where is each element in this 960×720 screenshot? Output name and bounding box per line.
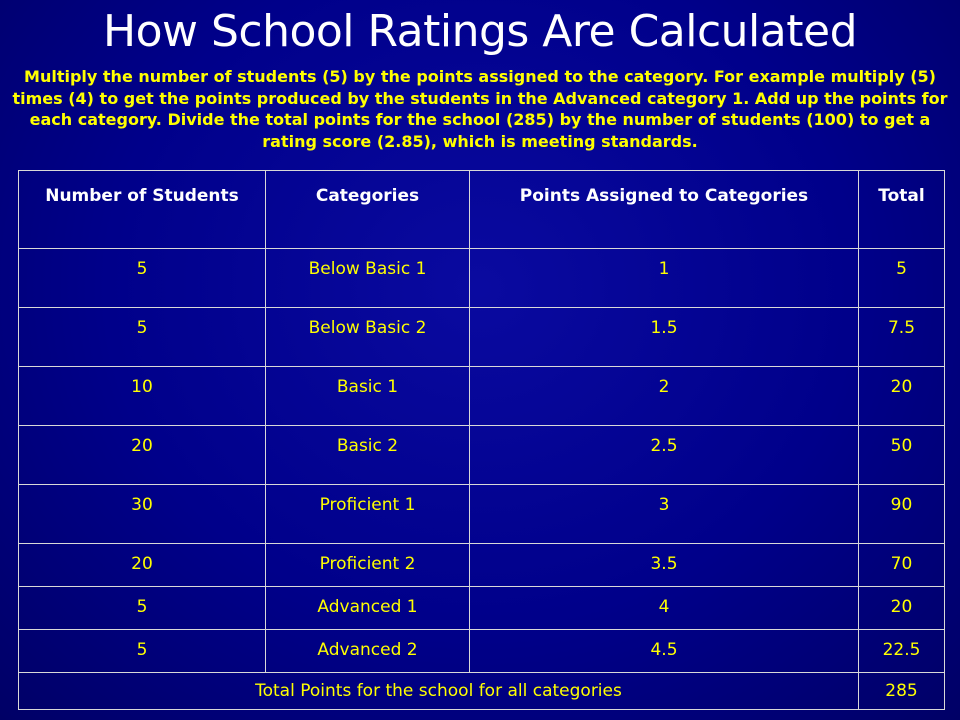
cell-total: 90 — [859, 485, 945, 544]
cell-total: 20 — [859, 367, 945, 426]
header-points-assigned: Points Assigned to Categories — [470, 171, 859, 249]
table-row — [19, 426, 945, 485]
cell-students: 5 — [19, 630, 266, 673]
table-row — [19, 587, 945, 630]
cell-students: 30 — [19, 485, 266, 544]
cell-students: 20 — [19, 544, 266, 587]
cell-students: 5 — [19, 308, 266, 367]
cell-category: Proficient 1 — [266, 485, 470, 544]
cell-total: 5 — [859, 249, 945, 308]
total-label: Total Points for the school for all categories — [19, 673, 859, 710]
cell-category: Advanced 2 — [266, 630, 470, 673]
cell-total: 22.5 — [859, 630, 945, 673]
cell-category: Basic 1 — [266, 367, 470, 426]
table-row — [19, 630, 945, 673]
cell-points: 2 — [470, 367, 859, 426]
table-row — [19, 544, 945, 587]
page-title: How School Ratings Are Calculated — [102, 6, 857, 57]
header-number-of-students: Number of Students — [19, 171, 266, 249]
cell-total: 20 — [859, 587, 945, 630]
table-row — [19, 308, 945, 367]
cell-category: Basic 2 — [266, 426, 470, 485]
cell-points: 1.5 — [470, 308, 859, 367]
cell-total: 50 — [859, 426, 945, 485]
table-row — [19, 367, 945, 426]
table-row — [19, 485, 945, 544]
table-header-row — [19, 171, 945, 249]
header-total: Total — [859, 171, 945, 249]
cell-total: 7.5 — [859, 308, 945, 367]
cell-students: 5 — [19, 249, 266, 308]
cell-points: 1 — [470, 249, 859, 308]
total-value: 285 — [859, 673, 945, 710]
ratings-table — [18, 170, 945, 710]
cell-points: 2.5 — [470, 426, 859, 485]
cell-category: Proficient 2 — [266, 544, 470, 587]
cell-points: 4 — [470, 587, 859, 630]
cell-students: 5 — [19, 587, 266, 630]
cell-students: 20 — [19, 426, 266, 485]
cell-points: 3 — [470, 485, 859, 544]
header-categories: Categories — [266, 171, 470, 249]
cell-students: 10 — [19, 367, 266, 426]
cell-total: 70 — [859, 544, 945, 587]
cell-category: Below Basic 2 — [266, 308, 470, 367]
table-total-row — [19, 673, 945, 710]
table-row — [19, 249, 945, 308]
cell-category: Advanced 1 — [266, 587, 470, 630]
cell-points: 3.5 — [470, 544, 859, 587]
cell-points: 4.5 — [470, 630, 859, 673]
cell-category: Below Basic 1 — [266, 249, 470, 308]
intro-text: Multiply the number of students (5) by the points assigned to the category. For example multiply (5) times (4) to get the points produced by the students in the Advanced category 1. Add up the points for each category. Divide the total points for the school (285) by the number of students (100) to get a rating score (2.85), which is meeting standards. — [12, 67, 948, 151]
